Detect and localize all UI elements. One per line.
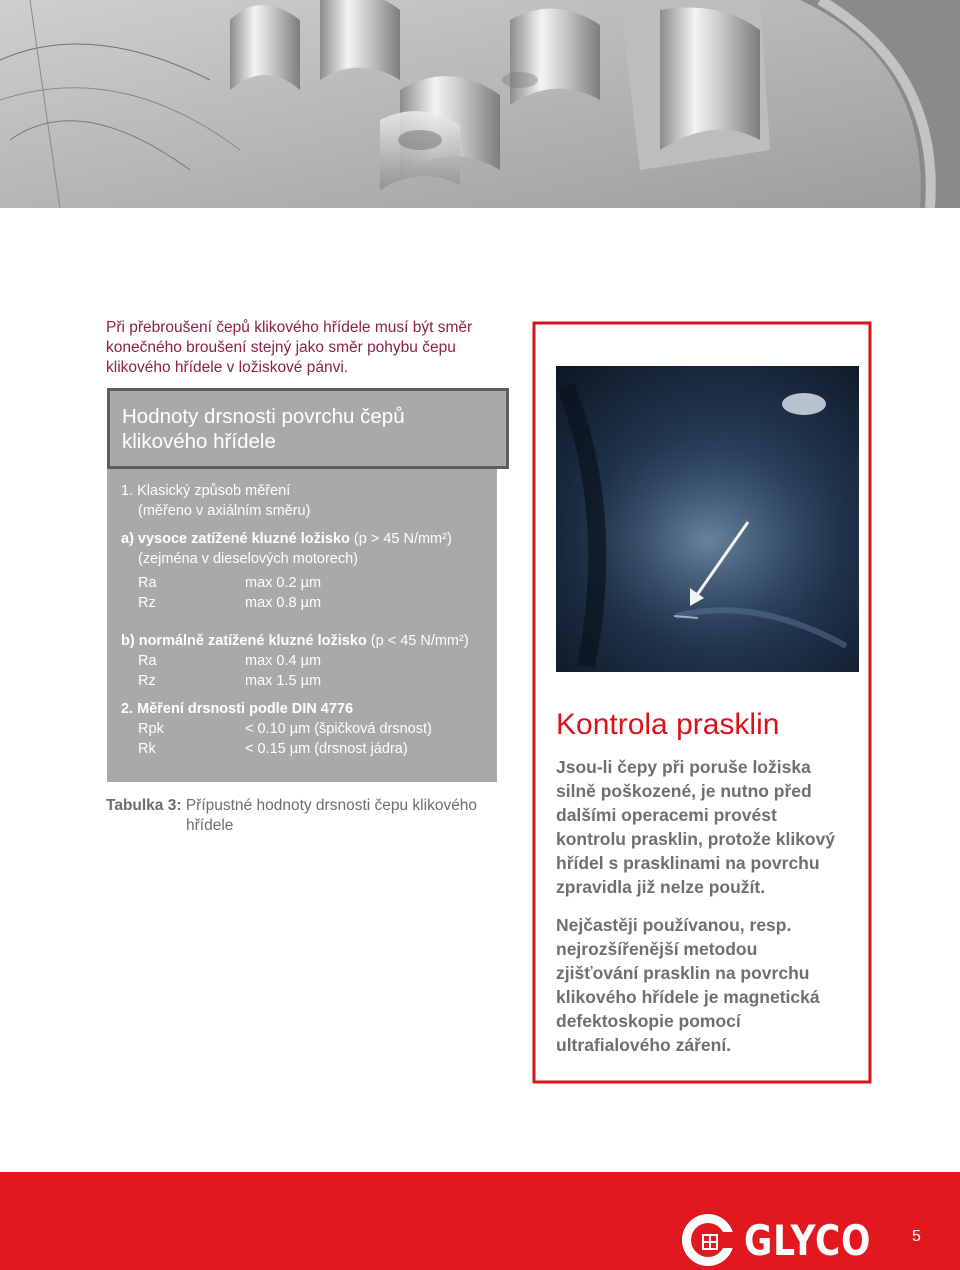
section-a-heading-rest: (p > 45 N/mm²)	[349, 531, 452, 547]
section-2	[121, 699, 491, 759]
param-name: Ra	[138, 653, 157, 669]
section-1	[121, 481, 491, 521]
caption-text-continued: hřídele	[186, 817, 234, 834]
roughness-table-body	[121, 481, 491, 767]
glyco-logo-icon	[680, 1212, 736, 1268]
param-name: Rk	[138, 741, 156, 757]
glyco-logo	[680, 1212, 899, 1268]
section-2-heading-bold: 2. Měření drsnosti podle DIN 4776	[121, 701, 354, 717]
crack-photo-image	[556, 366, 859, 672]
text-line: nejrozšířenější metodou	[556, 939, 758, 959]
param-value: < 0.15 µm (drsnost jádra)	[245, 741, 408, 757]
hole-highlight	[782, 393, 826, 415]
section-a-heading-bold: a) vysoce zatížené kluzné ložisko	[121, 531, 350, 547]
text-line: kontrolu prasklin, protože klikový	[556, 829, 836, 849]
param-name: Ra	[138, 575, 157, 591]
param-name: Rz	[138, 595, 156, 611]
text-line: ultrafialového záření.	[556, 1035, 732, 1055]
section-a-sub: (zejména v dieselových motorech)	[138, 551, 359, 567]
text-line: Jsou-li čepy při poruše ložiska	[556, 757, 811, 777]
text-line: silně poškozené, je nutno před	[556, 781, 812, 801]
section-a	[121, 529, 491, 613]
section-1-heading: 1. Klasický způsob měření	[121, 483, 291, 499]
param-value: < 0.10 µm (špičková drsnost)	[245, 721, 432, 737]
intro-line: konečného broušení stejný jako směr pohybu čepu	[106, 339, 456, 356]
param-value: max 0.8 µm	[245, 595, 322, 611]
text-line: Nejčastěji používanou, resp.	[556, 915, 792, 935]
crack-photo	[556, 366, 859, 672]
section-a-heading	[121, 529, 491, 549]
text-line: zjišťování prasklin na povrchu	[556, 963, 810, 983]
bearing-shells-illustration	[0, 0, 960, 208]
caption-label: Tabulka 3:	[106, 797, 182, 814]
table-row	[121, 739, 491, 759]
text-line: klikového hřídele je magnetická	[556, 987, 820, 1007]
table-title-line: Hodnoty drsnosti povrchu čepů	[122, 404, 405, 428]
caption-text: Přípustné hodnoty drsnosti čepu klikového	[181, 797, 478, 814]
text-line: dalšími operacemi provést	[556, 805, 777, 825]
table-caption	[106, 796, 506, 836]
kontrola-paragraph-2	[556, 913, 868, 1057]
table-row	[121, 719, 491, 739]
section-b	[121, 631, 491, 691]
param-value: max 0.4 µm	[245, 653, 322, 669]
section-2-heading	[121, 699, 491, 719]
text-line: zpravidla již nelze použít.	[556, 877, 766, 897]
kontrola-text	[556, 755, 868, 1071]
hero-photo-bearing-shells	[0, 0, 960, 208]
param-value: max 1.5 µm	[245, 673, 322, 689]
page-number: 5	[912, 1228, 921, 1245]
intro-line: Při přebroušení čepů klikového hřídele musí být směr	[106, 319, 473, 336]
roughness-table-title	[107, 388, 509, 469]
table-row	[121, 671, 491, 691]
table-row	[121, 651, 491, 671]
section-title-kontrola: Kontrola prasklin	[556, 708, 780, 741]
table-row	[121, 573, 491, 593]
table-title-line: klikového hřídele	[122, 429, 276, 453]
brand-name: GLYCO	[744, 1215, 872, 1265]
intro-line: klikového hřídele v ložiskové pánvi.	[106, 359, 349, 376]
param-name: Rz	[138, 673, 156, 689]
param-name: Rpk	[138, 721, 164, 737]
text-line: defektoskopie pomocí	[556, 1011, 741, 1031]
intro-paragraph	[106, 318, 506, 378]
table-row	[121, 593, 491, 613]
section-b-heading-bold: b) normálně zatížené kluzné ložisko	[121, 633, 367, 649]
text-line: hřídel s prasklinami na povrchu	[556, 853, 820, 873]
section-1-sub: (měřeno v axiálním směru)	[138, 503, 311, 519]
kontrola-paragraph-1	[556, 755, 868, 899]
section-b-heading	[121, 631, 491, 651]
section-b-heading-rest: (p < 45 N/mm²)	[366, 633, 469, 649]
param-value: max 0.2 µm	[245, 575, 322, 591]
